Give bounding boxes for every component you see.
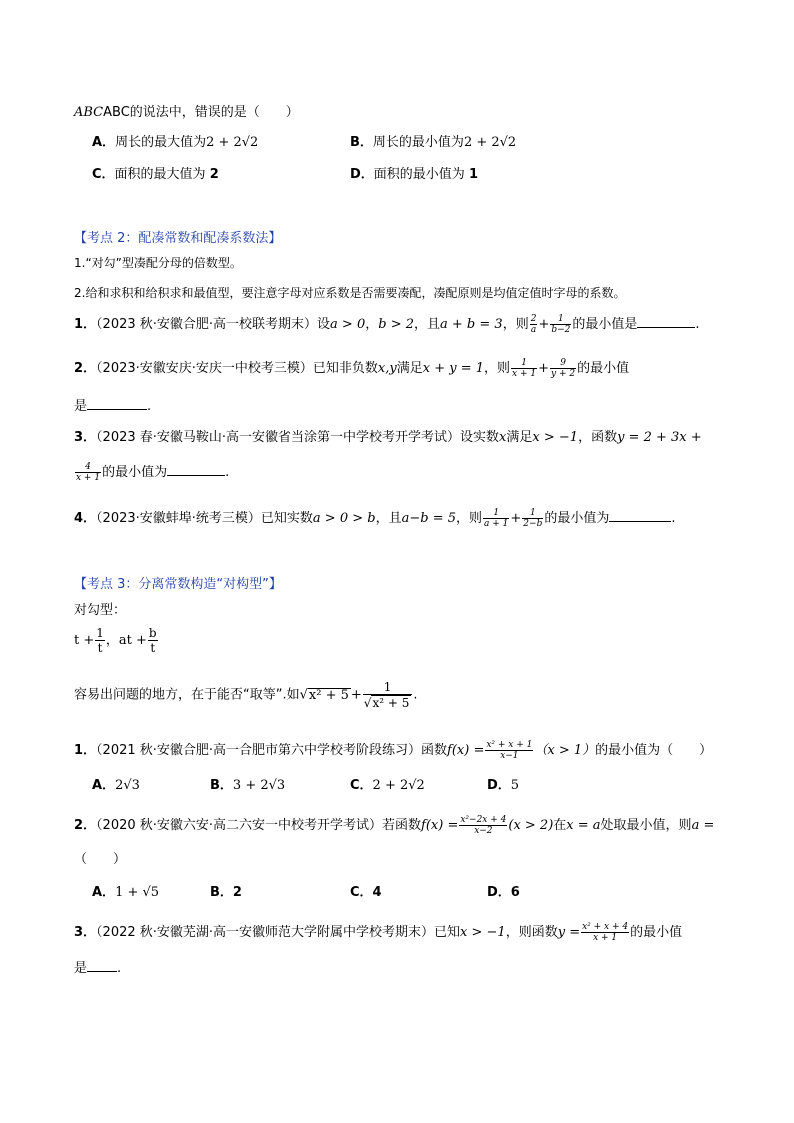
section3-forms: t + $\frac{1}{t}$ ，at + $\frac{b}{t}$ bbox=[74, 626, 157, 655]
fraction: $\frac{1}{b-2}$ bbox=[551, 314, 571, 335]
s2-question-3-line2: $\frac{4}{x + 1}$ 的最小值为 . bbox=[76, 462, 230, 483]
option-b: B．周长的最小值为2 + 2√2 bbox=[350, 135, 517, 150]
s3-question-3-line2: 是 . bbox=[74, 958, 121, 979]
fraction: $\frac{1}{x + 1}$ bbox=[512, 358, 537, 379]
fraction: $\frac{1}{t}$ bbox=[96, 626, 104, 655]
section3-heading: 【考点 3：分离常数构造“对构型”】 bbox=[74, 577, 282, 592]
fraction: $\frac{9}{y + 2}$ bbox=[551, 358, 576, 379]
answer-blank[interactable] bbox=[87, 958, 117, 972]
s2-question-2-line2: 是 . bbox=[74, 396, 151, 417]
fraction: $\frac{\text{x² + x + 1}}{x-1}$ bbox=[486, 740, 533, 761]
s3q1-option-c: C．2 + 2√2 bbox=[350, 778, 425, 793]
s3q2-option-a: A．1 + √5 bbox=[92, 885, 160, 900]
option-c: C．面积的最大值为 2 bbox=[92, 167, 219, 182]
answer-blank[interactable] bbox=[87, 396, 147, 410]
s3q2-option-d: D．6 bbox=[487, 885, 520, 900]
fraction: $\frac{1}{2-b}$ bbox=[523, 508, 543, 529]
s3q1-option-b: B．3 + 2√3 bbox=[210, 778, 286, 793]
answer-blank[interactable] bbox=[609, 508, 671, 522]
s3q2-option-c: C．4 bbox=[350, 885, 382, 900]
s3-question-2: 2．（2020 秋·安徽六安·高二六安一中校考开学考试）若函数f(x) = $\frac{\text{x²−2x + 4}}{x-2}$ (x > 2)在x = a处取最小值，则a = bbox=[74, 815, 715, 836]
s3q1-option-d: D．5 bbox=[487, 778, 520, 793]
fraction: $\frac{\text{x²−2x + 4}}{x-2}$ bbox=[460, 815, 507, 836]
fraction: $\frac{\text{x² + x + 4}}{x + 1}$ bbox=[582, 922, 629, 943]
triangle-name: ABC bbox=[74, 105, 104, 120]
section2-heading: 【考点 2：配凑常数和配凑系数法】 bbox=[74, 231, 282, 246]
fraction: $\frac{b}{t}$ bbox=[148, 626, 157, 655]
fraction: $\frac{1}{\text{√x² + 5}}$ bbox=[363, 680, 413, 710]
answer-blank[interactable] bbox=[167, 462, 225, 476]
fraction: $\frac{2}{a}$ bbox=[530, 314, 537, 335]
s3q1-option-a: A．2√3 bbox=[92, 778, 140, 793]
option-d: D．面积的最小值为 1 bbox=[350, 167, 478, 182]
sqrt-sign: √ bbox=[363, 696, 372, 710]
s2-question-3: 3．（2023 春·安徽马鞍山·高一安徽省当涂第一中学校考开学考试）设实数x满足x > −1，函数y = 2 + 3x + bbox=[74, 430, 702, 445]
s2-question-1: 1．（2023 秋·安徽合肥·高一校联考期末）设a > 0，b > 2，且a + b = 3，则 $\frac{2}{a}$ + $\frac{1}{b-2}$ 的最小值是 . bbox=[74, 314, 700, 335]
section3-note: 容易出问题的地方，在于能否“取等”.如√x² + 5 + $\frac{1}{\text{√x² + 5}}$ . bbox=[74, 680, 418, 710]
option-a: A．周长的最大值为2 + 2√2 bbox=[92, 135, 259, 150]
answer-blank[interactable] bbox=[637, 314, 695, 328]
s2-question-4: 4．（2023·安徽蚌埠·统考三模）已知实数a > 0 > b，且a−b = 5，则 $\frac{1}{a + 1}$ + $\frac{1}{2-b}$ 的最小值为 . bbox=[74, 508, 676, 529]
section3-label: 对勾型： bbox=[74, 603, 127, 618]
intro-line bbox=[74, 103, 299, 123]
s3q2-option-b: B．2 bbox=[210, 885, 242, 900]
section2-tip2: 2.给和求积和给积求和最值型，要注意字母对应系数是否需要凑配，凑配原则是均值定值时字母的系数。 bbox=[74, 286, 626, 300]
s3-question-2-paren: （ ） bbox=[74, 852, 127, 867]
sqrt-sign: √ bbox=[299, 687, 308, 703]
s2-question-2: 2．（2023·安徽安庆·安庆一中校考三模）已知非负数x,y满足x + y = 1，则 $\frac{1}{x + 1}$ + $\frac{9}{y + 2}$ 的最小值 bbox=[74, 358, 630, 379]
s3-question-3: 3．（2022 秋·安徽芜湖·高一安徽师范大学附属中学校考期末）已知x > −1，则函数y = $\frac{\text{x² + x + 4}}{x + 1}$ 的最小值 bbox=[74, 922, 683, 943]
fraction: $\frac{4}{x + 1}$ bbox=[76, 462, 101, 483]
intro-text: ABC的说法中，错误的是（ ） bbox=[103, 105, 299, 120]
s3-question-1: 1．（2021 秋·安徽合肥·高一合肥市第六中学校考阶段练习）函数f(x) = $\frac{\text{x² + x + 1}}{x-1}$ （x > 1）的最小值为（ ） bbox=[74, 740, 713, 761]
fraction: $\frac{1}{a + 1}$ bbox=[484, 508, 509, 529]
section2-tip1: 1.“对勾”型凑配分母的倍数型。 bbox=[74, 256, 242, 270]
